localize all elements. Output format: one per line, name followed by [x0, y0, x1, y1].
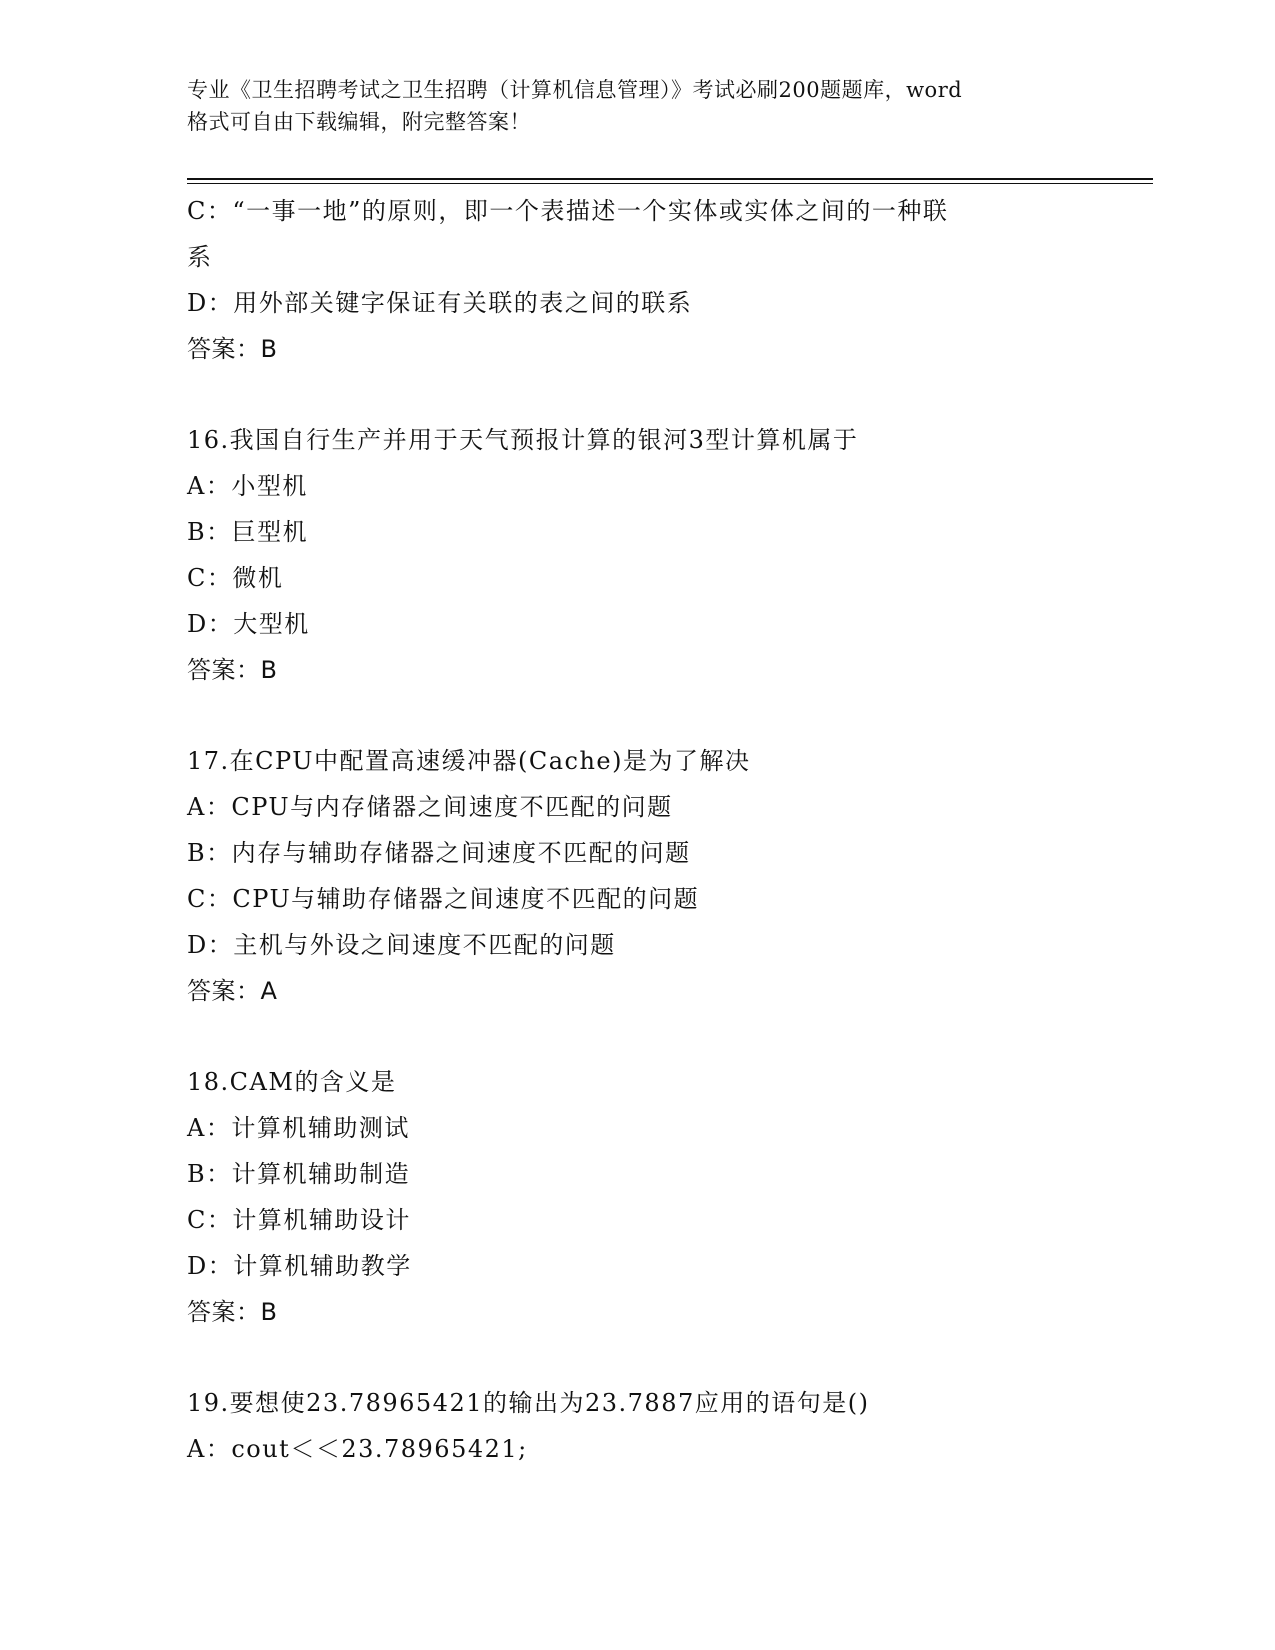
option-c: C：计算机辅助设计 — [187, 1206, 411, 1234]
answer: 答案：B — [187, 335, 278, 363]
option-a: A：CPU与内存储器之间速度不匹配的问题 — [187, 793, 673, 821]
spacer — [187, 693, 1087, 738]
option-b: B：计算机辅助制造 — [187, 1160, 411, 1188]
question-16 — [187, 417, 1087, 693]
header-divider-thin — [187, 183, 1153, 184]
option-b: B：内存与辅助存储器之间速度不匹配的问题 — [187, 839, 691, 867]
question-18 — [187, 1059, 1087, 1335]
document-header — [187, 74, 1087, 138]
header-divider-thick — [187, 178, 1153, 180]
spacer — [187, 1014, 1087, 1059]
option-b: B：巨型机 — [187, 518, 309, 546]
option-c-continued: 系 — [187, 243, 213, 271]
answer: 答案：B — [187, 656, 278, 684]
answer: 答案：B — [187, 1298, 278, 1326]
option-d: D：主机与外设之间速度不匹配的问题 — [187, 931, 616, 959]
answer: 答案：A — [187, 977, 278, 1005]
question-text: 17.在CPU中配置高速缓冲器(Cache)是为了解决 — [187, 747, 751, 775]
question-19 — [187, 1380, 1087, 1472]
question-17 — [187, 738, 1087, 1014]
option-c: C：CPU与辅助存储器之间速度不匹配的问题 — [187, 885, 700, 913]
question-text: 16.我国自行生产并用于天气预报计算的银河3型计算机属于 — [187, 426, 859, 454]
option-d: D：用外部关键字保证有关联的表之间的联系 — [187, 289, 693, 317]
header-line-2: 格式可自由下载编辑，附完整答案！ — [187, 110, 531, 134]
question-text: 19.要想使23.78965421的输出为23.7887应用的语句是() — [187, 1389, 870, 1417]
header-line-1: 专业《卫生招聘考试之卫生招聘（计算机信息管理）》考试必刷200题题库，word — [187, 78, 963, 102]
option-c: C：“一事一地”的原则，即一个表描述一个实体或实体之间的一种联 — [187, 197, 949, 225]
option-d: D：大型机 — [187, 610, 310, 638]
option-c: C：微机 — [187, 564, 284, 592]
question-list — [187, 188, 1087, 1472]
question-15-tail — [187, 188, 1087, 372]
question-text: 18.CAM的含义是 — [187, 1068, 397, 1096]
spacer — [187, 1335, 1087, 1380]
option-a: A：cout＜＜23.78965421; — [187, 1435, 528, 1463]
option-a: A：计算机辅助测试 — [187, 1114, 410, 1142]
spacer — [187, 372, 1087, 417]
option-d: D：计算机辅助教学 — [187, 1252, 412, 1280]
option-a: A：小型机 — [187, 472, 308, 500]
